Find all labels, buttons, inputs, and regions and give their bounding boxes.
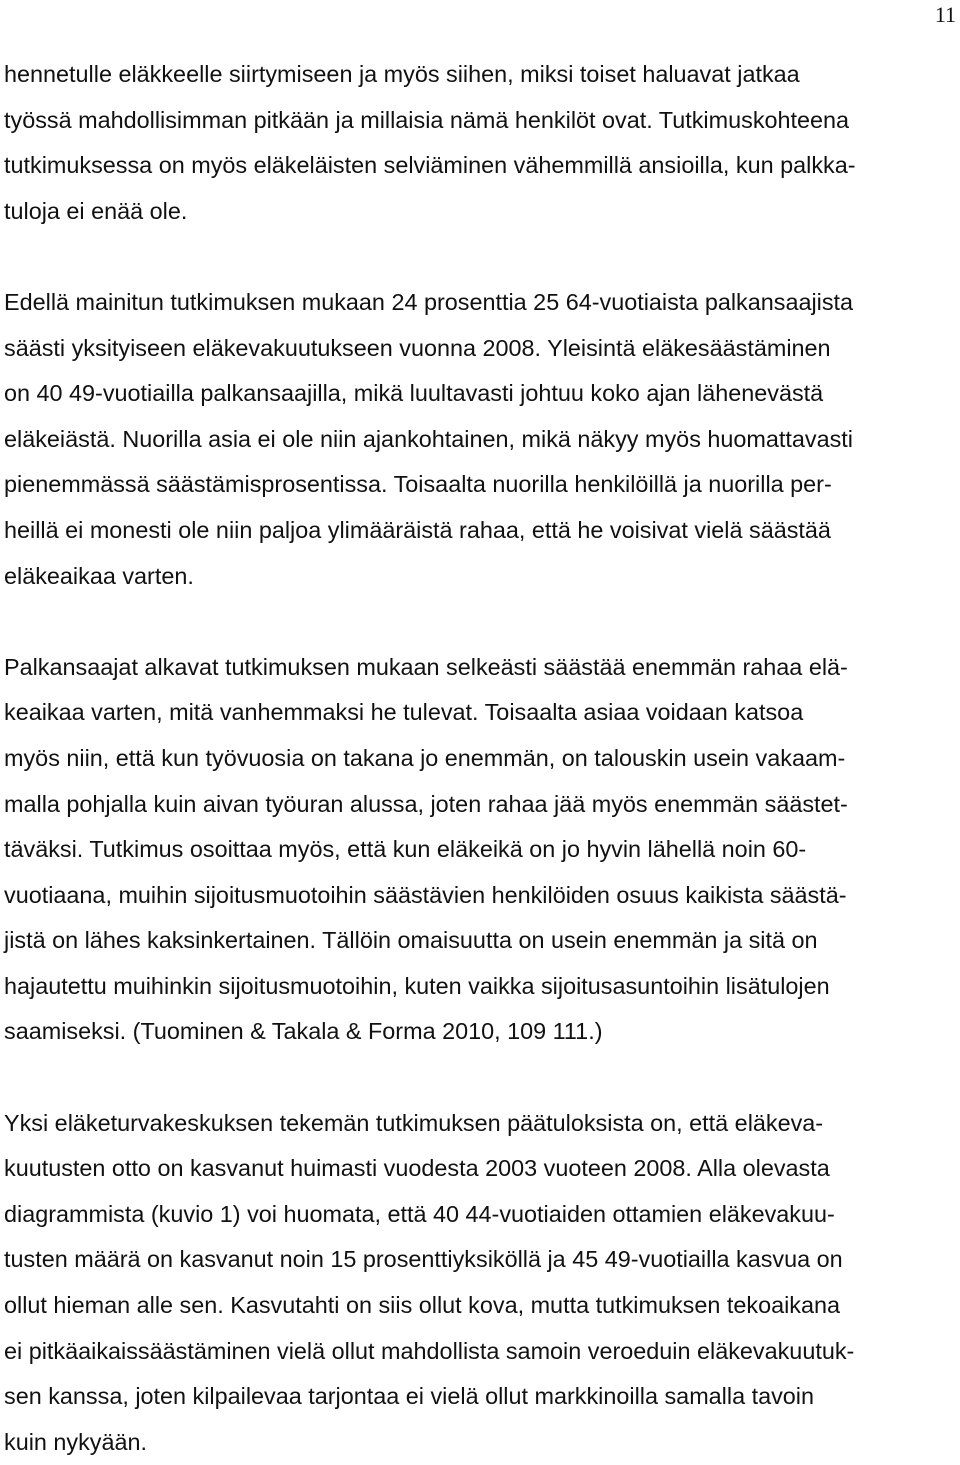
- text-line: keaikaa varten, mitä vanhemmaksi he tulevat. Toisaalta asiaa voidaan katsoa: [4, 699, 804, 726]
- page-number: 11: [934, 2, 956, 27]
- text-line: ollut hieman alle sen. Kasvutahti on siis ollut kova, mutta tutkimuksen tekoaikana: [4, 1292, 841, 1319]
- text-line: on 40 49-vuotiailla palkansaajilla, mikä luultavasti johtuu koko ajan lähenevästä: [4, 380, 824, 407]
- text-line: ei pitkäaikaissäästäminen vielä ollut mahdollista samoin veroeduin eläkevakuutuk-: [4, 1337, 855, 1364]
- text-line: hennetulle eläkkeelle siirtymiseen ja myös siihen, miksi toiset haluavat jatkaa: [4, 61, 800, 87]
- text-line: työssä mahdollisimman pitkään ja millaisia nämä henkilöt ovat. Tutkimuskohteena: [4, 106, 850, 133]
- document-body: [4, 52, 960, 1465]
- text-line: tuloja ei enää ole.: [4, 197, 188, 224]
- paragraph-4: [4, 1101, 960, 1465]
- text-line: Edellä mainitun tutkimuksen mukaan 24 prosenttia 25 64-vuotiaista palkansaajista: [4, 288, 854, 315]
- paragraph-spacer: [4, 1055, 960, 1101]
- text-line: vuotiaana, muihin sijoitusmuotoihin säästävien henkilöiden osuus kaikista säästä-: [4, 881, 847, 908]
- text-line: myös niin, että kun työvuosia on takana jo enemmän, on talouskin usein vakaam-: [4, 744, 846, 771]
- text-line: pienemmässä säästämisprosentissa. Toisaalta nuorilla henkilöillä ja nuorilla per-: [4, 471, 832, 498]
- paragraph-spacer: [4, 599, 960, 645]
- paragraph-2: [4, 280, 960, 599]
- paragraph-1: [4, 52, 960, 234]
- text-line: eläkeiästä. Nuorilla asia ei ole niin ajankohtainen, mikä näkyy myös huomattavasti: [4, 425, 854, 452]
- text-line: tusten määrä on kasvanut noin 15 prosenttiyksiköllä ja 45 49-vuotiailla kasvua on: [4, 1246, 843, 1273]
- text-line: saamiseksi. (Tuominen & Takala & Forma 2010, 109 111.): [4, 1018, 603, 1045]
- text-line: kuin nykyään.: [4, 1428, 148, 1455]
- text-line: täväksi. Tutkimus osoittaa myös, että kun eläkeikä on jo hyvin lähellä noin 60-: [4, 836, 807, 863]
- paragraph-3: [4, 645, 960, 1055]
- text-line: säästi yksityiseen eläkevakuutukseen vuonna 2008. Yleisintä eläkesäästäminen: [4, 334, 831, 361]
- text-line: tutkimuksessa on myös eläkeläisten selviäminen vähemmillä ansioilla, kun palkka-: [4, 152, 856, 179]
- text-line: Palkansaajat alkavat tutkimuksen mukaan selkeästi säästää enemmän rahaa elä-: [4, 653, 848, 680]
- text-line: diagrammista (kuvio 1) voi huomata, että 40 44-vuotiaiden ottamien eläkevakuu-: [4, 1200, 835, 1227]
- text-line: malla pohjalla kuin aivan työuran alussa, joten rahaa jää myös enemmän säästet-: [4, 790, 848, 817]
- text-line: jistä on lähes kaksinkertainen. Tällöin omaisuutta on usein enemmän ja sitä on: [4, 927, 818, 954]
- text-line: hajautettu muihinkin sijoitusmuotoihin, kuten vaikka sijoitusasuntoihin lisätulojen: [4, 972, 830, 999]
- text-line: Yksi eläketurvakeskuksen tekemän tutkimuksen päätuloksista on, että eläkeva-: [4, 1109, 824, 1136]
- text-line: kuutusten otto on kasvanut huimasti vuodesta 2003 vuoteen 2008. Alla olevasta: [4, 1155, 830, 1182]
- text-line: heillä ei monesti ole niin paljoa ylimääräistä rahaa, että he voisivat vielä säästää: [4, 516, 831, 543]
- paragraph-spacer: [4, 234, 960, 280]
- text-line: sen kanssa, joten kilpailevaa tarjontaa ei vielä ollut markkinoilla samalla tavoin: [4, 1383, 815, 1410]
- text-line: eläkeaikaa varten.: [4, 562, 194, 589]
